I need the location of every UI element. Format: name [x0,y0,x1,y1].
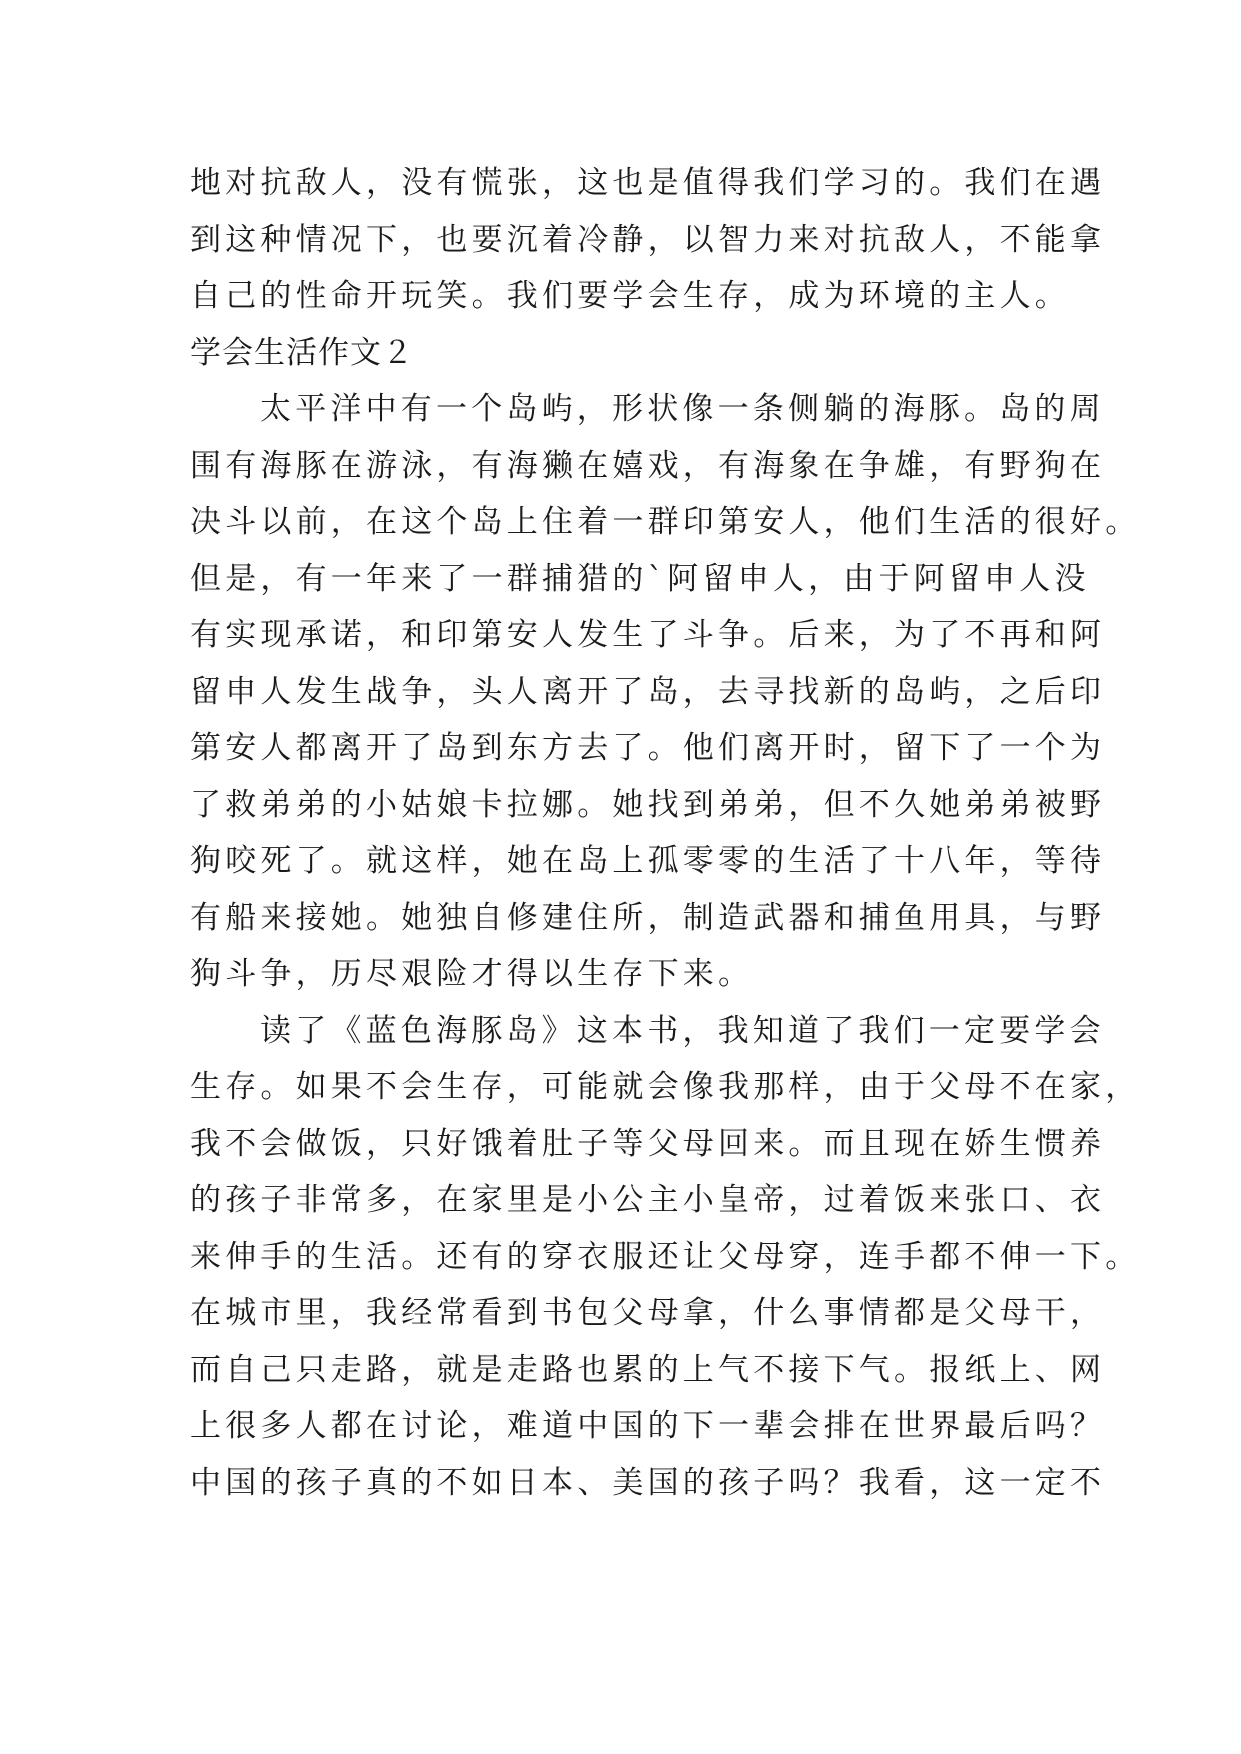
paragraph-1-line-5: 有实现承诺，和印第安人发生了斗争。后来，为了不再和阿 [190,617,1106,653]
paragraph-2-line-7: 而自己只走路，就是走路也累的上气不接下气。报纸上、网 [190,1351,1106,1388]
paragraph-1-line-2: 围有海豚在游泳，有海獭在嬉戏，有海象在争雄，有野狗在 [190,447,1106,484]
paragraph-2-line-5: 来伸手的生活。还有的穿衣服还让父母穿，连手都不伸一下。 [190,1238,1141,1275]
paragraph-1-line-7: 第安人都离开了岛到东方去了。他们离开时，留下了一个为 [190,730,1106,766]
paragraph-2-line-9: 中国的孩子真的不如日本、美国的孩子吗？我看，这一定不 [190,1464,1106,1501]
paragraph-1-line-8: 了救弟弟的小姑娘卡拉娜。她找到弟弟，但不久她弟弟被野 [190,786,1106,823]
paragraph-1-line-6: 留申人发生战争，头人离开了岛，去寻找新的岛屿，之后印 [190,673,1106,710]
paragraph-2-line-6: 在城市里，我经常看到书包父母拿，什么事情都是父母干， [190,1295,1106,1331]
intro-line-2: 到这种情况下，也要沉着冷静，以智力来对抗敌人，不能拿 [190,221,1106,258]
paragraph-1-line-1: 太平洋中有一个岛屿，形状像一条侧躺的海豚。岛的周 [260,391,1105,427]
paragraph-2-line-3: 我不会做饭，只好饿着肚子等父母回来。而且现在娇生惯养 [190,1125,1106,1162]
paragraph-1-line-11: 狗斗争，历尽艰险才得以生存下来。 [190,956,754,992]
paragraph-2-line-4: 的孩子非常多，在家里是小公主小皇帝，过着饭来张口、衣 [190,1182,1106,1218]
document-body [190,155,1141,1511]
section-title: 学会生活作文２ [190,334,414,371]
paragraph-1-line-10: 有船来接她。她独自修建住所，制造武器和捕鱼用具，与野 [190,899,1106,936]
paragraph-2-line-8: 上很多人都在讨论，难道中国的下一辈会排在世界最后吗？ [190,1408,1106,1444]
paragraph-2-line-1: 读了《蓝色海豚岛》这本书，我知道了我们一定要学会 [260,1012,1105,1049]
intro-line-1: 地对抗敌人，没有慌张，这也是值得我们学习的。我们在遇 [190,165,1106,201]
paragraph-1-line-3: 决斗以前，在这个岛上住着一群印第安人，他们生活的很好。 [190,504,1141,540]
paragraph-1-line-9: 狗咬死了。就这样，她在岛上孤零零的生活了十八年，等待 [190,843,1106,879]
intro-line-3: 自己的性命开玩笑。我们要学会生存，成为环境的主人。 [190,278,1070,314]
paragraph-2-line-2: 生存。如果不会生存，可能就会像我那样，由于父母不在家， [190,1069,1141,1105]
paragraph-1-line-4: 但是，有一年来了一群捕猎的`阿留申人，由于阿留申人没 [190,560,1090,597]
